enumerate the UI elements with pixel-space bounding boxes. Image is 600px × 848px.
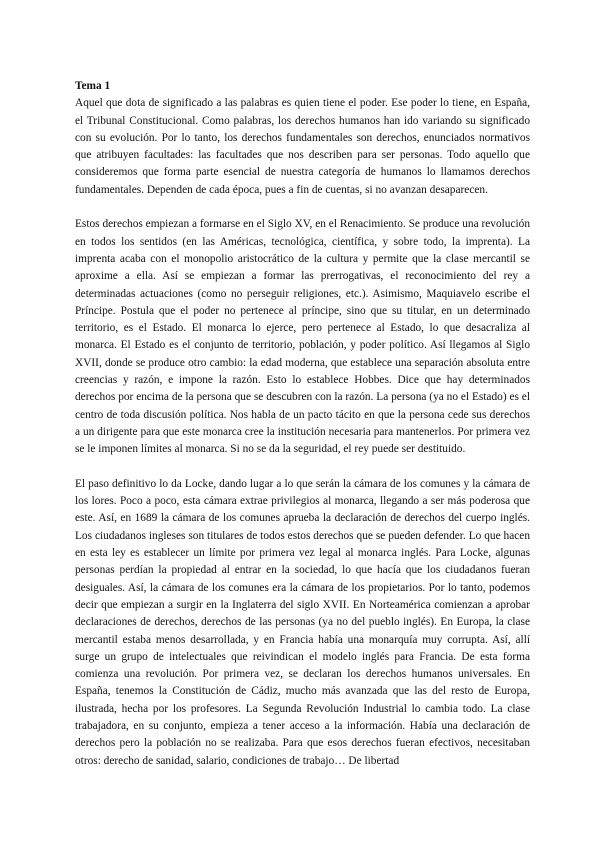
document-title: Tema 1	[75, 80, 111, 92]
document-page	[75, 78, 530, 787]
paragraph-1: Aquel que dota de significado a las palabras es quien tiene el poder. Ese poder lo tiene, en España, el Tribunal Constitucional. Como palabras, los derechos humanos han ido variando su significado con su evolución. Por lo tanto, los derechos fundamentales son derechos, enunciados normativos que atribuyen facultades: las facultades que nos describen para ser personas. Todo aquello que consideremos que forma parte esencial de nuestra categoría de humanos lo llamamos derechos fundamentales. Dependen de cada época, pues a fin de cuentas, si no avanzan desaparecen.	[75, 97, 530, 196]
paragraph-2: Estos derechos empiezan a formarse en el Siglo XV, en el Renacimiento. Se produce una revolución en todos los sentidos (en las Américas, tecnológica, científica, y sobre todo, la imprenta). La imprenta acaba con el monopolio aristocrático de la cultura y permite que la clase mercantil se aproxime a ella. Así se empiezan a formar las prerrogativas, el reconocimiento del rey a determinadas actuaciones (como no perseguir religiones, etc.). Asimismo, Maquiavelo escribe el Príncipe. Postula que el poder no pertenece al príncipe, sino que su titular, en un determinado territorio, es el Estado. El monarca lo ejerce, pero pertenece al Estado, lo que desacraliza al monarca. El Estado es el conjunto de territorio, población, y poder político. Así llegamos al Siglo XVII, donde se produce otro cambio: la edad moderna, que establece una separación absoluta entre creencias y razón, e impone la razón. Esto lo establece Hobbes. Dice que hay determinados derechos por encima de la persona que se descubren con la razón. La persona (ya no el Estado) es el centro de toda discusión política. Nos habla de un pacto tácito en que la persona cede sus derechos a un dirigente para que este monarca cree la institución necesaria para mantenerlos. Por primera vez se le imponen límites al monarca. Si no se da la seguridad, el rey puede ser destituido.	[75, 218, 530, 456]
paragraph-3: El paso definitivo lo da Locke, dando lugar a lo que serán la cámara de los comunes y la cámara de los lores. Poco a poco, esta cámara extrae privilegios al monarca, llegando a ser más poderosa que este. Así, en 1689 la cámara de los comunes aprueba la declaración de derechos del cuerpo inglés. Los ciudadanos ingleses son titulares de todos estos derechos que se pueden defender. Lo que hacen en esta ley es establecer un límite por primera vez legal al monarca inglés. Para Locke, algunas personas perdían la propiedad al entrar en la sociedad, lo que hacía que los ciudadanos fueran desiguales. Así, la cámara de los comunes era la cámara de los propietarios. Por lo tanto, podemos decir que empiezan a surgir en la Inglaterra del siglo XVII. En Norteamérica comienzan a aprobar declaraciones de derechos, derechos de las personas (ya no del pueblo inglés). En Europa, la clase mercantil estaba menos desarrollada, y en Francia había una monarquía muy corrupta. Así, allí surge un grupo de intelectuales que reivindican el modelo inglés para Francia. De esta forma comienza una revolución. Por primera vez, se declaran los derechos humanos universales. En España, tenemos la Constitución de Cádiz, mucho más avanzada que las del resto de Europa, ilustrada, hecha por los profesores. La Segunda Revolución Industrial lo cambia todo. La clase trabajadora, en su conjunto, empieza a tener acceso a la información. Había una declaración de derechos pero la población no se realizaba. Para que esos derechos fueran efectivos, necesitaban otros: derecho de sanidad, salario, condiciones de trabajo… De libertad	[75, 477, 530, 767]
